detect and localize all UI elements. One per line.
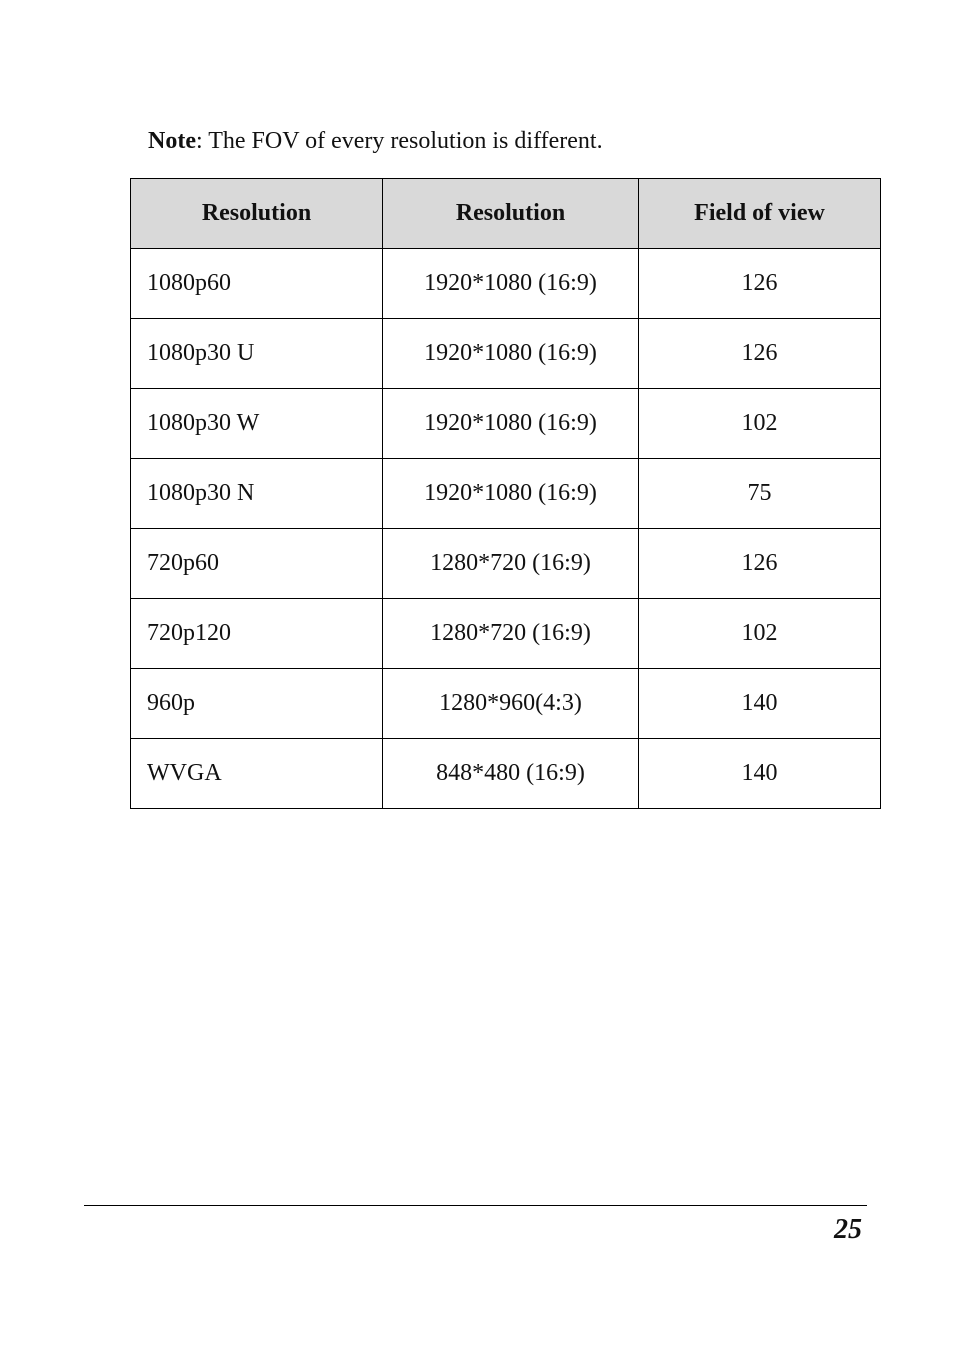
mode-cell: 720p60 [131,529,383,599]
mode-cell: 720p120 [131,599,383,669]
fov-cell: 126 [639,319,881,389]
table-row [131,319,881,389]
mode-cell: WVGA [131,739,383,809]
note-label: Note [148,128,196,154]
resolution-cell: 1920*1080 (16:9) [383,389,639,459]
page-number: 25 [834,1214,862,1245]
table-row [131,249,881,319]
fov-cell: 140 [639,669,881,739]
column-header-mode: Resolution [131,179,383,249]
table-row [131,389,881,459]
note-text: : The FOV of every resolution is different. [195,128,603,154]
table-row [131,599,881,669]
mode-cell: 960p [131,669,383,739]
resolution-cell: 1280*720 (16:9) [383,529,639,599]
table-row [131,459,881,529]
table-row [131,529,881,599]
resolution-cell: 1920*1080 (16:9) [383,319,639,389]
resolution-table [130,178,881,809]
table-row [131,669,881,739]
fov-cell: 75 [639,459,881,529]
resolution-cell: 1920*1080 (16:9) [383,459,639,529]
resolution-cell: 1280*720 (16:9) [383,599,639,669]
mode-cell: 1080p60 [131,249,383,319]
fov-cell: 102 [639,599,881,669]
resolution-cell: 1280*960(4:3) [383,669,639,739]
fov-cell: 126 [639,249,881,319]
fov-cell: 140 [639,739,881,809]
fov-cell: 102 [639,389,881,459]
column-header-field-of-view: Field of view [639,179,881,249]
resolution-cell: 1920*1080 (16:9) [383,249,639,319]
table-row [131,739,881,809]
fov-cell: 126 [639,529,881,599]
column-header-resolution: Resolution [383,179,639,249]
resolution-cell: 848*480 (16:9) [383,739,639,809]
mode-cell: 1080p30 N [131,459,383,529]
footer-divider [84,1205,867,1206]
note-paragraph [148,124,603,158]
mode-cell: 1080p30 W [131,389,383,459]
mode-cell: 1080p30 U [131,319,383,389]
table-header-row [131,179,881,249]
